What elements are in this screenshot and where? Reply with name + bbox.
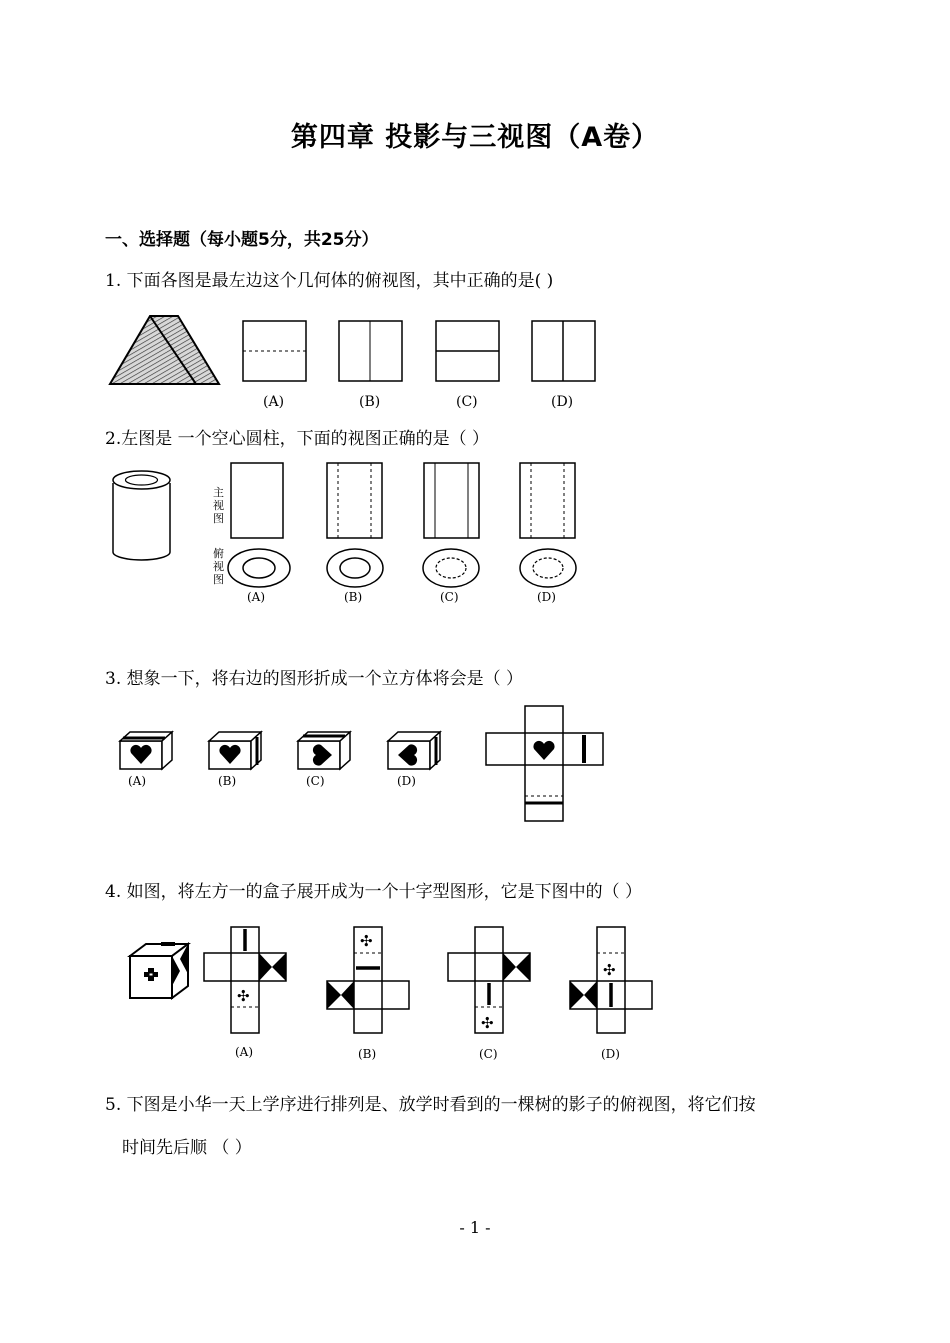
q4-option-c-net bbox=[448, 927, 530, 1033]
q1-option-d-view bbox=[532, 321, 595, 381]
svg-text:视: 视 bbox=[213, 499, 224, 512]
svg-text:✣: ✣ bbox=[481, 1014, 494, 1032]
q2-front-view-label bbox=[213, 486, 224, 525]
q2-option-d-label: (D) bbox=[537, 590, 556, 604]
q4-option-b-label: (B) bbox=[358, 1047, 377, 1061]
svg-text:✣: ✣ bbox=[237, 987, 250, 1005]
question-4-text: 4. 如图，将左方一的盒子展开成为一个十字型图形，它是下图中的（ ） bbox=[105, 882, 643, 902]
svg-text:图: 图 bbox=[213, 573, 224, 586]
question-1-text: 1. 下面各图是最左边这个几何体的俯视图，其中正确的是( ) bbox=[105, 271, 554, 291]
section-heading: 一、选择题（每小题5分，共25分） bbox=[105, 230, 379, 250]
q2-hollow-cylinder bbox=[113, 471, 170, 560]
question-2-text: 2.左图是 一个空心圆柱，下面的视图正确的是（ ） bbox=[105, 429, 490, 449]
q4-option-d-label: (D) bbox=[601, 1047, 620, 1061]
q3-option-c-label: (C) bbox=[306, 774, 325, 788]
q1-option-c-view bbox=[436, 321, 499, 381]
q3-cube-net bbox=[486, 706, 603, 821]
q2-option-b-label: (B) bbox=[344, 590, 363, 604]
q1-option-a-label: (A) bbox=[263, 394, 285, 410]
q4-option-a-net bbox=[204, 927, 286, 1033]
q3-option-d-label: (D) bbox=[397, 774, 416, 788]
q4-option-b-net bbox=[327, 927, 409, 1033]
q1-option-a-view bbox=[243, 321, 306, 381]
q2-option-a-label: (A) bbox=[247, 590, 266, 604]
q3-option-a-cube bbox=[120, 732, 172, 769]
page-title: 第四章 投影与三视图（A卷） bbox=[290, 122, 660, 153]
q2-option-a-views bbox=[228, 463, 290, 587]
q4-option-d-net bbox=[570, 927, 652, 1033]
svg-text:✣: ✣ bbox=[603, 961, 616, 979]
q1-option-b-label: (B) bbox=[359, 394, 381, 410]
q3-option-b-label: (B) bbox=[218, 774, 237, 788]
svg-text:图: 图 bbox=[213, 512, 224, 525]
q3-option-a-label: (A) bbox=[128, 774, 147, 788]
question-5-text-continued: 时间先后顺 （ ） bbox=[122, 1138, 252, 1158]
page-number: - 1 - bbox=[459, 1218, 491, 1237]
q2-option-d-views bbox=[520, 463, 576, 587]
q1-option-c-label: (C) bbox=[456, 394, 478, 410]
question-5-text: 5. 下图是小华一天上学序进行排列是、放学时看到的一棵树的影子的俯视图，将它们按 bbox=[105, 1095, 756, 1115]
q4-option-c-label: (C) bbox=[479, 1047, 498, 1061]
q2-option-b-views bbox=[327, 463, 383, 587]
q4-option-a-label: (A) bbox=[235, 1045, 254, 1059]
q1-solid-figure bbox=[110, 316, 219, 384]
q2-top-view-label bbox=[213, 547, 224, 586]
q1-option-d-label: (D) bbox=[551, 394, 574, 410]
q3-option-d-cube bbox=[388, 732, 440, 769]
q2-option-c-views bbox=[423, 463, 479, 587]
question-3-text: 3. 想象一下，将右边的图形折成一个立方体将会是（ ） bbox=[105, 669, 524, 689]
q2-option-c-label: (C) bbox=[440, 590, 459, 604]
svg-text:视: 视 bbox=[213, 560, 224, 573]
svg-text:✣: ✣ bbox=[360, 932, 373, 950]
q3-option-c-cube bbox=[298, 732, 350, 769]
q4-box bbox=[130, 944, 188, 998]
q3-option-b-cube bbox=[209, 732, 261, 769]
q1-option-b-view bbox=[339, 321, 402, 381]
svg-text:主: 主 bbox=[213, 486, 224, 499]
svg-text:俯: 俯 bbox=[213, 547, 224, 560]
